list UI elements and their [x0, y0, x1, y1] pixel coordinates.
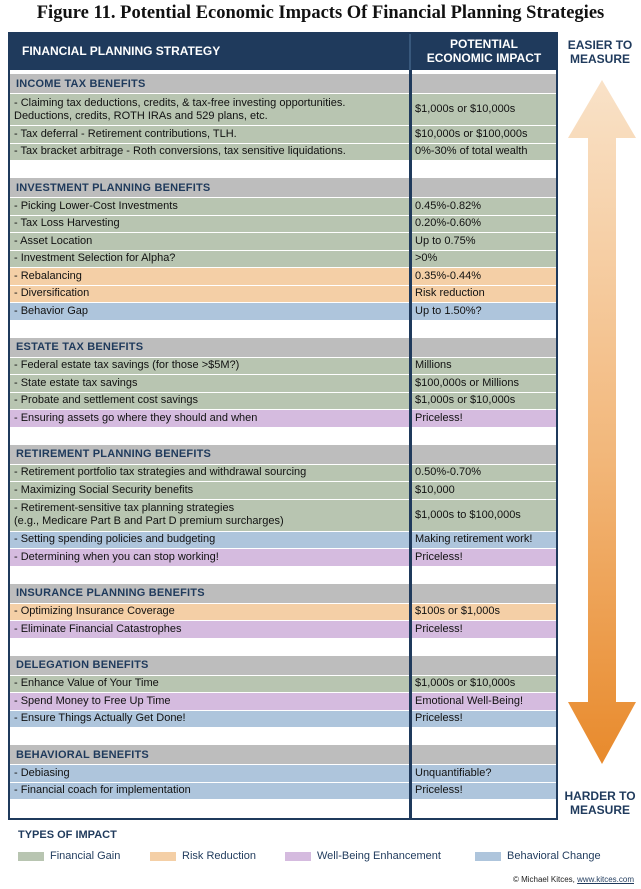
strategy-text: - Tax bracket arbitrage - Roth conversions, tax sensitive liquidations. — [14, 145, 346, 158]
table-row — [10, 303, 556, 320]
strategy-cell — [14, 604, 406, 621]
table-row — [10, 711, 556, 728]
impact-cell: 0.45%-0.82% — [415, 199, 482, 212]
strategy-text-line2: (e.g., Medicare Part B and Part D premium surcharges) — [14, 515, 284, 527]
legend-title: TYPES OF IMPACT — [18, 829, 117, 841]
strategy-cell — [14, 783, 406, 800]
easier-label-line1: EASIER TO — [567, 38, 633, 52]
table-row — [10, 693, 556, 710]
section-title: DELEGATION BENEFITS — [16, 659, 149, 671]
strategy-text: - Picking Lower-Cost Investments — [14, 199, 178, 212]
strategy-cell — [14, 126, 406, 143]
table-row — [10, 465, 556, 482]
strategy-text: - Determining when you can stop working! — [14, 550, 219, 563]
strategy-cell — [14, 621, 406, 638]
harder-label-line2: MEASURE — [569, 803, 630, 817]
strategy-cell — [14, 465, 406, 482]
impact-cell: $10,000 — [415, 483, 455, 496]
strategy-text: - State estate tax savings — [14, 376, 138, 389]
section-header — [10, 74, 556, 93]
impact-cell: 0.35%-0.44% — [415, 269, 482, 282]
strategy-cell — [14, 198, 406, 215]
legend-label: Well-Being Enhancement — [317, 850, 441, 862]
table-row — [10, 482, 556, 499]
impact-cell: $1,000s or $10,000s — [415, 103, 516, 115]
section-title: BEHAVIORAL BENEFITS — [16, 748, 149, 761]
strategy-cell — [14, 375, 406, 392]
strategy-cell — [14, 393, 406, 410]
impact-cell: $1,000s or $10,000s — [415, 677, 516, 690]
row-separator — [10, 566, 556, 567]
impact-cell: Priceless! — [415, 712, 463, 725]
legend-swatch — [150, 852, 176, 861]
table-row — [10, 604, 556, 621]
strategy-text: - Financial coach for implementation — [14, 784, 191, 797]
table-row — [10, 126, 556, 143]
strategy-text: - Rebalancing — [14, 269, 82, 282]
table-row — [10, 765, 556, 782]
strategy-cell — [14, 216, 406, 233]
impact-cell: $1,000s or $10,000s — [415, 394, 516, 407]
strategy-cell — [14, 711, 406, 728]
column-divider — [409, 70, 412, 818]
strategy-text-line2: Deductions, credits, ROTH IRAs and 529 plans, etc. — [14, 109, 268, 122]
section-title: INCOME TAX BENEFITS — [16, 77, 146, 90]
section-header — [10, 656, 556, 675]
strategy-text: - Retirement-sensitive tax planning strategies — [14, 502, 235, 514]
table-row — [10, 144, 556, 161]
legend-item — [150, 850, 256, 862]
impact-cell: $100,000s or Millions — [415, 376, 519, 389]
strategy-cell — [14, 94, 406, 125]
table-header — [10, 34, 556, 70]
impact-cell: Priceless! — [415, 784, 463, 797]
impact-cell: >0% — [415, 252, 438, 265]
table-row — [10, 233, 556, 250]
credit-link[interactable]: www.kitces.com — [577, 875, 634, 884]
strategy-cell — [14, 410, 406, 427]
section-title: INVESTMENT PLANNING BENEFITS — [16, 181, 211, 194]
legend-swatch — [285, 852, 311, 861]
strategy-text: - Behavior Gap — [14, 304, 88, 317]
table-row — [10, 621, 556, 638]
strategy-cell — [14, 144, 406, 161]
table-row — [10, 358, 556, 375]
row-separator — [10, 427, 556, 428]
table-row — [10, 500, 556, 531]
credit-line — [513, 875, 634, 884]
table-row — [10, 216, 556, 233]
table-row — [10, 94, 556, 125]
impact-cell: Up to 0.75% — [415, 234, 476, 247]
table-row — [10, 251, 556, 268]
table-row — [10, 549, 556, 566]
strategy-text: - Enhance Value of Your Time — [14, 677, 159, 690]
harder-label-line1: HARDER TO — [564, 789, 636, 803]
impact-cell: 0%-30% of total wealth — [415, 145, 528, 158]
impact-cell: Emotional Well-Being! — [415, 694, 524, 707]
row-separator — [10, 638, 556, 639]
strategy-cell — [14, 482, 406, 499]
section-header — [10, 338, 556, 357]
table-row — [10, 375, 556, 392]
strategy-text: - Maximizing Social Security benefits — [14, 483, 194, 496]
legend-swatch — [475, 852, 501, 861]
strategy-text: - Tax deferral - Retirement contributions, TLH. — [14, 127, 237, 140]
row-separator — [10, 799, 556, 800]
strategy-cell — [14, 358, 406, 375]
strategy-text: - Federal estate tax savings (for those >$5M?) — [14, 359, 240, 372]
impact-cell: Unquantifiable? — [415, 766, 492, 779]
strategy-cell — [14, 500, 406, 531]
impact-cell: $1,000s to $100,000s — [415, 508, 521, 521]
strategy-text: - Diversification — [14, 287, 90, 300]
strategy-text: - Ensure Things Actually Get Done! — [14, 712, 186, 725]
table-row — [10, 410, 556, 427]
table-row — [10, 783, 556, 800]
strategy-text: - Investment Selection for Alpha? — [14, 252, 176, 265]
section-title: INSURANCE PLANNING BENEFITS — [16, 587, 205, 599]
strategy-text: - Setting spending policies and budgeting — [14, 533, 216, 546]
easier-label — [560, 38, 640, 66]
header-impact-line1: POTENTIAL — [450, 37, 518, 51]
section-header — [10, 745, 556, 764]
impact-cell: Up to 1.50%? — [415, 304, 482, 317]
impact-cell: 0.50%-0.70% — [415, 466, 482, 479]
strategy-cell — [14, 693, 406, 710]
strategy-text: - Tax Loss Harvesting — [14, 217, 120, 230]
impact-cell: 0.20%-0.60% — [415, 217, 482, 230]
impact-cell: Millions — [415, 359, 452, 372]
legend-item — [475, 850, 601, 862]
strategy-cell — [14, 286, 406, 303]
legend-swatch — [18, 852, 44, 861]
strategy-cell — [14, 765, 406, 782]
section-header — [10, 178, 556, 197]
table-row — [10, 676, 556, 693]
impact-cell: Risk reduction — [415, 287, 485, 300]
row-separator — [10, 320, 556, 321]
easier-label-line2: MEASURE — [569, 52, 630, 66]
row-separator — [10, 727, 556, 728]
row-separator — [10, 160, 556, 161]
strategy-text: - Claiming tax deductions, credits, & tax-free investing opportunities. — [14, 96, 346, 109]
header-impact-line2: ECONOMIC IMPACT — [426, 51, 542, 65]
section-title: ESTATE TAX BENEFITS — [16, 341, 144, 353]
strategy-cell — [14, 251, 406, 268]
strategy-text: - Ensuring assets go where they should and when — [14, 411, 258, 424]
impact-cell: Priceless! — [415, 550, 463, 563]
measurability-arrow — [564, 72, 640, 768]
figure-title: Figure 11. Potential Economic Impacts Of Financial Planning Strategies — [36, 3, 605, 23]
legend-label: Behavioral Change — [507, 850, 601, 862]
strategy-cell — [14, 303, 406, 320]
strategy-cell — [14, 532, 406, 549]
strategy-text: - Optimizing Insurance Coverage — [14, 605, 175, 618]
impact-cell: Priceless! — [415, 622, 463, 635]
legend-label: Financial Gain — [50, 850, 121, 862]
strategy-text: - Retirement portfolio tax strategies and withdrawal sourcing — [14, 466, 307, 479]
strategy-text: - Probate and settlement cost savings — [14, 394, 199, 407]
strategy-cell — [14, 549, 406, 566]
strategy-text: - Spend Money to Free Up Time — [14, 694, 171, 707]
table-row — [10, 268, 556, 285]
impact-cell: Priceless! — [415, 411, 463, 424]
header-divider — [409, 34, 411, 70]
table-row — [10, 198, 556, 215]
impact-cell: $10,000s or $100,000s — [415, 127, 528, 140]
table-row — [10, 286, 556, 303]
section-header — [10, 445, 556, 464]
strategy-text: - Asset Location — [14, 234, 93, 247]
section-title: RETIREMENT PLANNING BENEFITS — [16, 448, 212, 460]
strategy-cell — [14, 233, 406, 250]
strategy-cell — [14, 676, 406, 693]
section-header — [10, 584, 556, 603]
legend-item — [285, 850, 441, 862]
table-row — [10, 532, 556, 549]
credit-prefix: © Michael Kitces, — [512, 875, 578, 884]
strategy-table — [8, 32, 558, 820]
strategy-text: - Debiasing — [14, 766, 70, 779]
header-strategy: FINANCIAL PLANNING STRATEGY — [22, 44, 221, 58]
harder-label — [560, 789, 640, 817]
legend-item — [18, 850, 120, 862]
strategy-text: - Eliminate Financial Catastrophes — [14, 622, 182, 635]
table-row — [10, 393, 556, 410]
legend-label: Risk Reduction — [182, 850, 256, 862]
impact-cell: $100s or $1,000s — [415, 605, 501, 618]
impact-cell: Making retirement work! — [415, 533, 533, 546]
strategy-cell — [14, 268, 406, 285]
